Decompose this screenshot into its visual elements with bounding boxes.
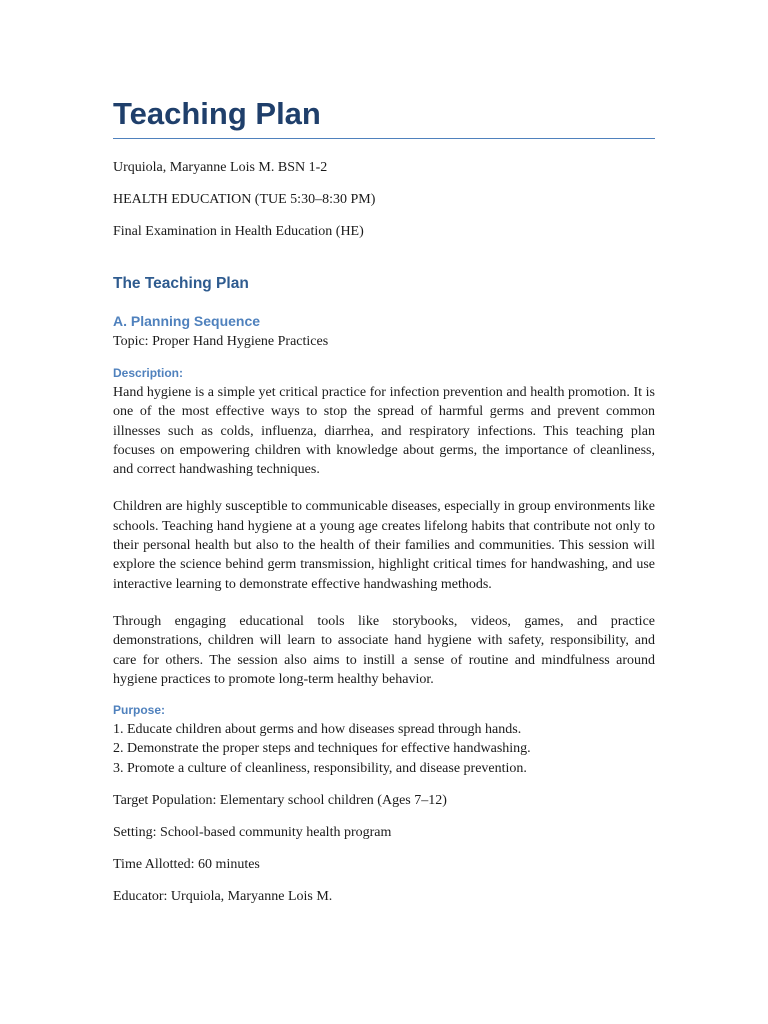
subsection-heading: A. Planning Sequence [113, 313, 261, 329]
exam-line: Final Examination in Health Education (HE) [113, 224, 364, 239]
author-line: Urquiola, Maryanne Lois M. BSN 1-2 [113, 160, 328, 175]
topic-line: Topic: Proper Hand Hygiene Practices [113, 334, 329, 349]
description-label: Description: [113, 366, 184, 380]
document-body [113, 94, 655, 906]
description-paragraph-2: Children are highly susceptible to communicable diseases, especially in group environments like schools. Teaching hand hygiene at a young age creates lifelong habits that contribute not only to their personal health but also to the health of their families and communities. This session will explore the science behind germ transmission, highlight critical times for handwashing, and use interactive learning to demonstrate effective handwashing methods. [113, 499, 655, 592]
purpose-label: Purpose: [113, 703, 166, 718]
target-population-line: Target Population: Elementary school children (Ages 7–12) [113, 793, 447, 809]
course-line: HEALTH EDUCATION (TUE 5:30–8:30 PM) [113, 192, 376, 207]
purpose-list [113, 720, 655, 778]
educator-line: Educator: Urquiola, Maryanne Lois M. [113, 889, 333, 905]
purpose-item-2: 2. Demonstrate the proper steps and techniques for effective handwashing. [113, 741, 531, 757]
title-divider [113, 138, 655, 139]
description-paragraph-1: Hand hygiene is a simple yet critical practice for infection prevention and health promotion. It is one of the most effective ways to stop the spread of harmful germs and prevent common illnesses such as colds, influenza, diarrhea, and respiratory infections. This teaching plan focuses on empowering children with knowledge about germs, the importance of cleanliness, and correct handwashing techniques. [113, 385, 655, 478]
document-title: Teaching Plan [113, 96, 321, 131]
description-paragraph-3: Through engaging educational tools like storybooks, videos, games, and practice demonstrations, children will learn to associate hand hygiene with safety, responsibility, and care for others. The session also aims to instill a sense of routine and mindfulness around hygiene practices to promote long-term healthy behavior. [113, 613, 655, 687]
purpose-item-1: 1. Educate children about germs and how diseases spread through hands. [113, 722, 522, 738]
section-heading: The Teaching Plan [113, 275, 249, 292]
purpose-item-3: 3. Promote a culture of cleanliness, responsibility, and disease prevention. [113, 760, 527, 776]
time-allotted-line: Time Allotted: 60 minutes [113, 857, 260, 873]
setting-line: Setting: School-based community health program [113, 825, 392, 841]
